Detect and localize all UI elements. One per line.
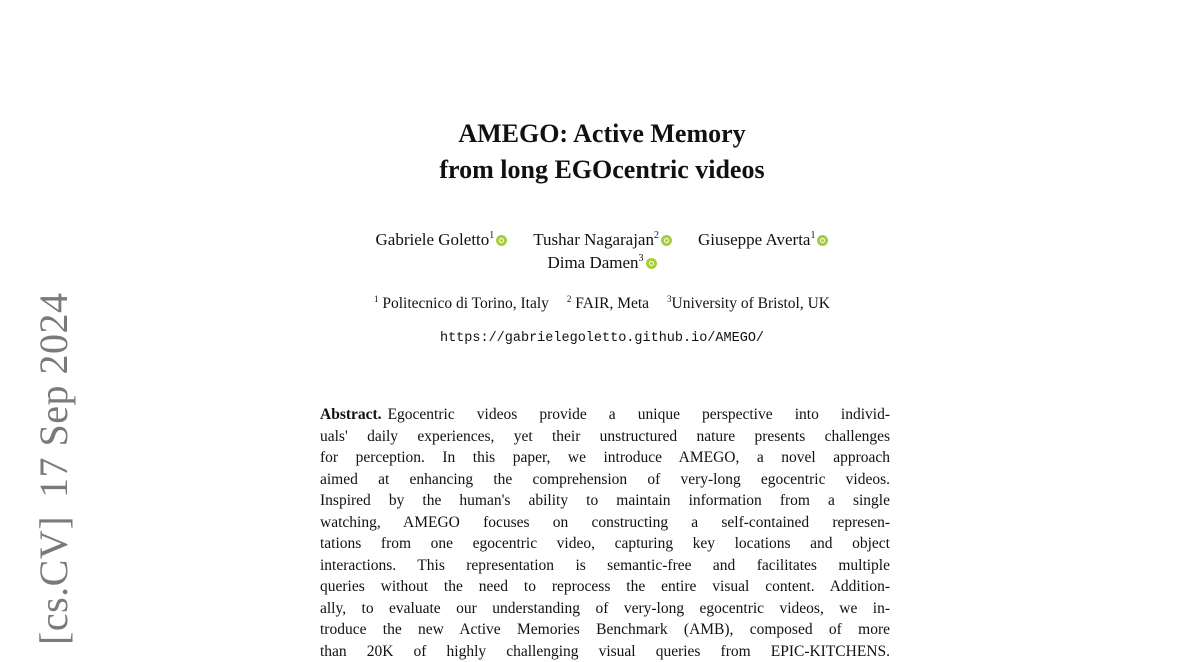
author <box>547 253 656 272</box>
author <box>376 230 508 249</box>
paper-title <box>300 116 904 188</box>
abstract-line: watching, AMEGO focuses on constructing a self-contained represen- <box>320 512 890 534</box>
author <box>698 230 829 249</box>
orcid-icon[interactable] <box>817 235 828 246</box>
abstract-line: troduce the new Active Memories Benchmark (AMB), composed of more <box>320 619 890 641</box>
abstract-line: interactions. This representation is semantic-free and facilitates multiple <box>320 555 890 577</box>
arxiv-stamp-text <box>34 292 74 645</box>
abstract-line: aimed at enhancing the comprehension of very-long egocentric videos. <box>320 469 890 491</box>
affiliation-name: FAIR, Meta <box>575 295 649 312</box>
author-name: Gabriele Goletto <box>376 230 490 249</box>
orcid-icon[interactable] <box>496 235 507 246</box>
abstract-line: tations from one egocentric video, capturing key locations and object <box>320 533 890 555</box>
affiliation-list <box>300 294 904 314</box>
affiliation-mark: 1 <box>810 230 815 241</box>
title-line-2: from long EGOcentric videos <box>300 152 904 188</box>
abstract-line: ally, to evaluate our understanding of very-long egocentric videos, we in- <box>320 598 890 620</box>
abstract <box>320 404 890 662</box>
abstract-heading: Abstract. <box>320 406 382 423</box>
author-name: Giuseppe Averta <box>698 230 811 249</box>
affiliation-mark: 3 <box>639 253 644 264</box>
affiliation-name: University of Bristol, UK <box>672 295 830 312</box>
abstract-line: for perception. In this paper, we introduce AMEGO, a novel approach <box>320 447 890 469</box>
arxiv-date: 17 Sep 2024 <box>31 292 76 498</box>
affiliation-mark: 2 <box>654 230 659 241</box>
affiliation-mark: 1 <box>374 294 379 304</box>
abstract-text: Egocentric videos provide a unique perspective into individ- <box>388 406 890 423</box>
abstract-line: than 20K of highly challenging visual queries from EPIC-KITCHENS. <box>320 641 890 662</box>
paper-page <box>300 0 910 648</box>
arxiv-sidebar-stamp <box>6 300 94 648</box>
affiliation <box>374 295 549 312</box>
abstract-line <box>320 404 890 426</box>
project-url-link[interactable]: https://gabrielegoletto.github.io/AMEGO/ <box>300 330 904 348</box>
affiliation <box>567 295 649 312</box>
affiliation <box>667 295 830 312</box>
affiliation-mark: 2 <box>567 294 572 304</box>
abstract-line: queries without the need to reprocess the entire visual content. Addition- <box>320 576 890 598</box>
arxiv-category: [cs.CV] <box>31 516 76 645</box>
author-name: Dima Damen <box>547 253 638 272</box>
affiliation-mark: 1 <box>489 230 494 241</box>
author <box>533 230 672 249</box>
author-name: Tushar Nagarajan <box>533 230 654 249</box>
title-line-1: AMEGO: Active Memory <box>300 116 904 152</box>
author-list <box>300 228 904 274</box>
abstract-line: Inspired by the human's ability to maintain information from a single <box>320 490 890 512</box>
abstract-line: uals' daily experiences, yet their unstructured nature presents challenges <box>320 426 890 448</box>
orcid-icon[interactable] <box>646 258 657 269</box>
orcid-icon[interactable] <box>661 235 672 246</box>
affiliation-name: Politecnico di Torino, Italy <box>382 295 549 312</box>
affiliation-mark: 3 <box>667 294 672 304</box>
